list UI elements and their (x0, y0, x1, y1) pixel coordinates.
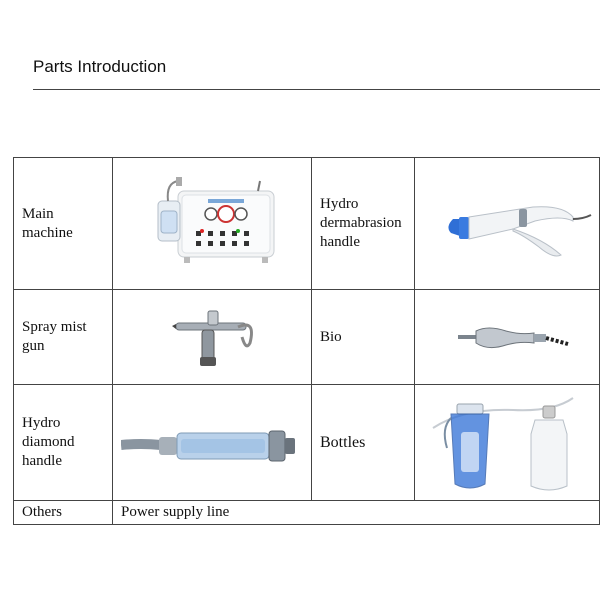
part-label-others: Others (22, 504, 62, 520)
part-label-bottles: Bottles (320, 433, 366, 451)
hydro-diamond-handle-image (113, 385, 312, 501)
part-label-spray-mist-gun: Spray mist gun (22, 319, 87, 354)
bottles-image (414, 385, 599, 501)
part-label (312, 385, 415, 501)
part-label (312, 158, 415, 290)
part-label-main-machine: Main machine (22, 205, 73, 241)
spray-mist-gun-image (113, 290, 312, 385)
part-label (14, 501, 113, 525)
part-label (14, 158, 113, 290)
part-label (14, 385, 113, 501)
page-title: Parts Introduction (33, 57, 167, 76)
table-row (14, 158, 600, 290)
table-row (14, 290, 600, 385)
main-machine-image (113, 158, 312, 290)
title-divider (33, 89, 600, 90)
table-row (14, 385, 600, 501)
part-label (14, 290, 113, 385)
table-row (14, 501, 600, 525)
part-label (312, 290, 415, 385)
part-label-hydro-dermabrasion-handle: Hydro dermabrasion handle (320, 196, 402, 250)
part-label-hydro-diamond-handle: Hydro diamond handle (22, 415, 75, 469)
bio-handle-image (414, 290, 599, 385)
part-label-bio: Bio (320, 328, 342, 345)
power-supply-line-label: Power supply line (121, 504, 230, 520)
parts-table (13, 157, 600, 525)
others-value (113, 501, 600, 525)
hydro-dermabrasion-handle-image (414, 158, 599, 290)
